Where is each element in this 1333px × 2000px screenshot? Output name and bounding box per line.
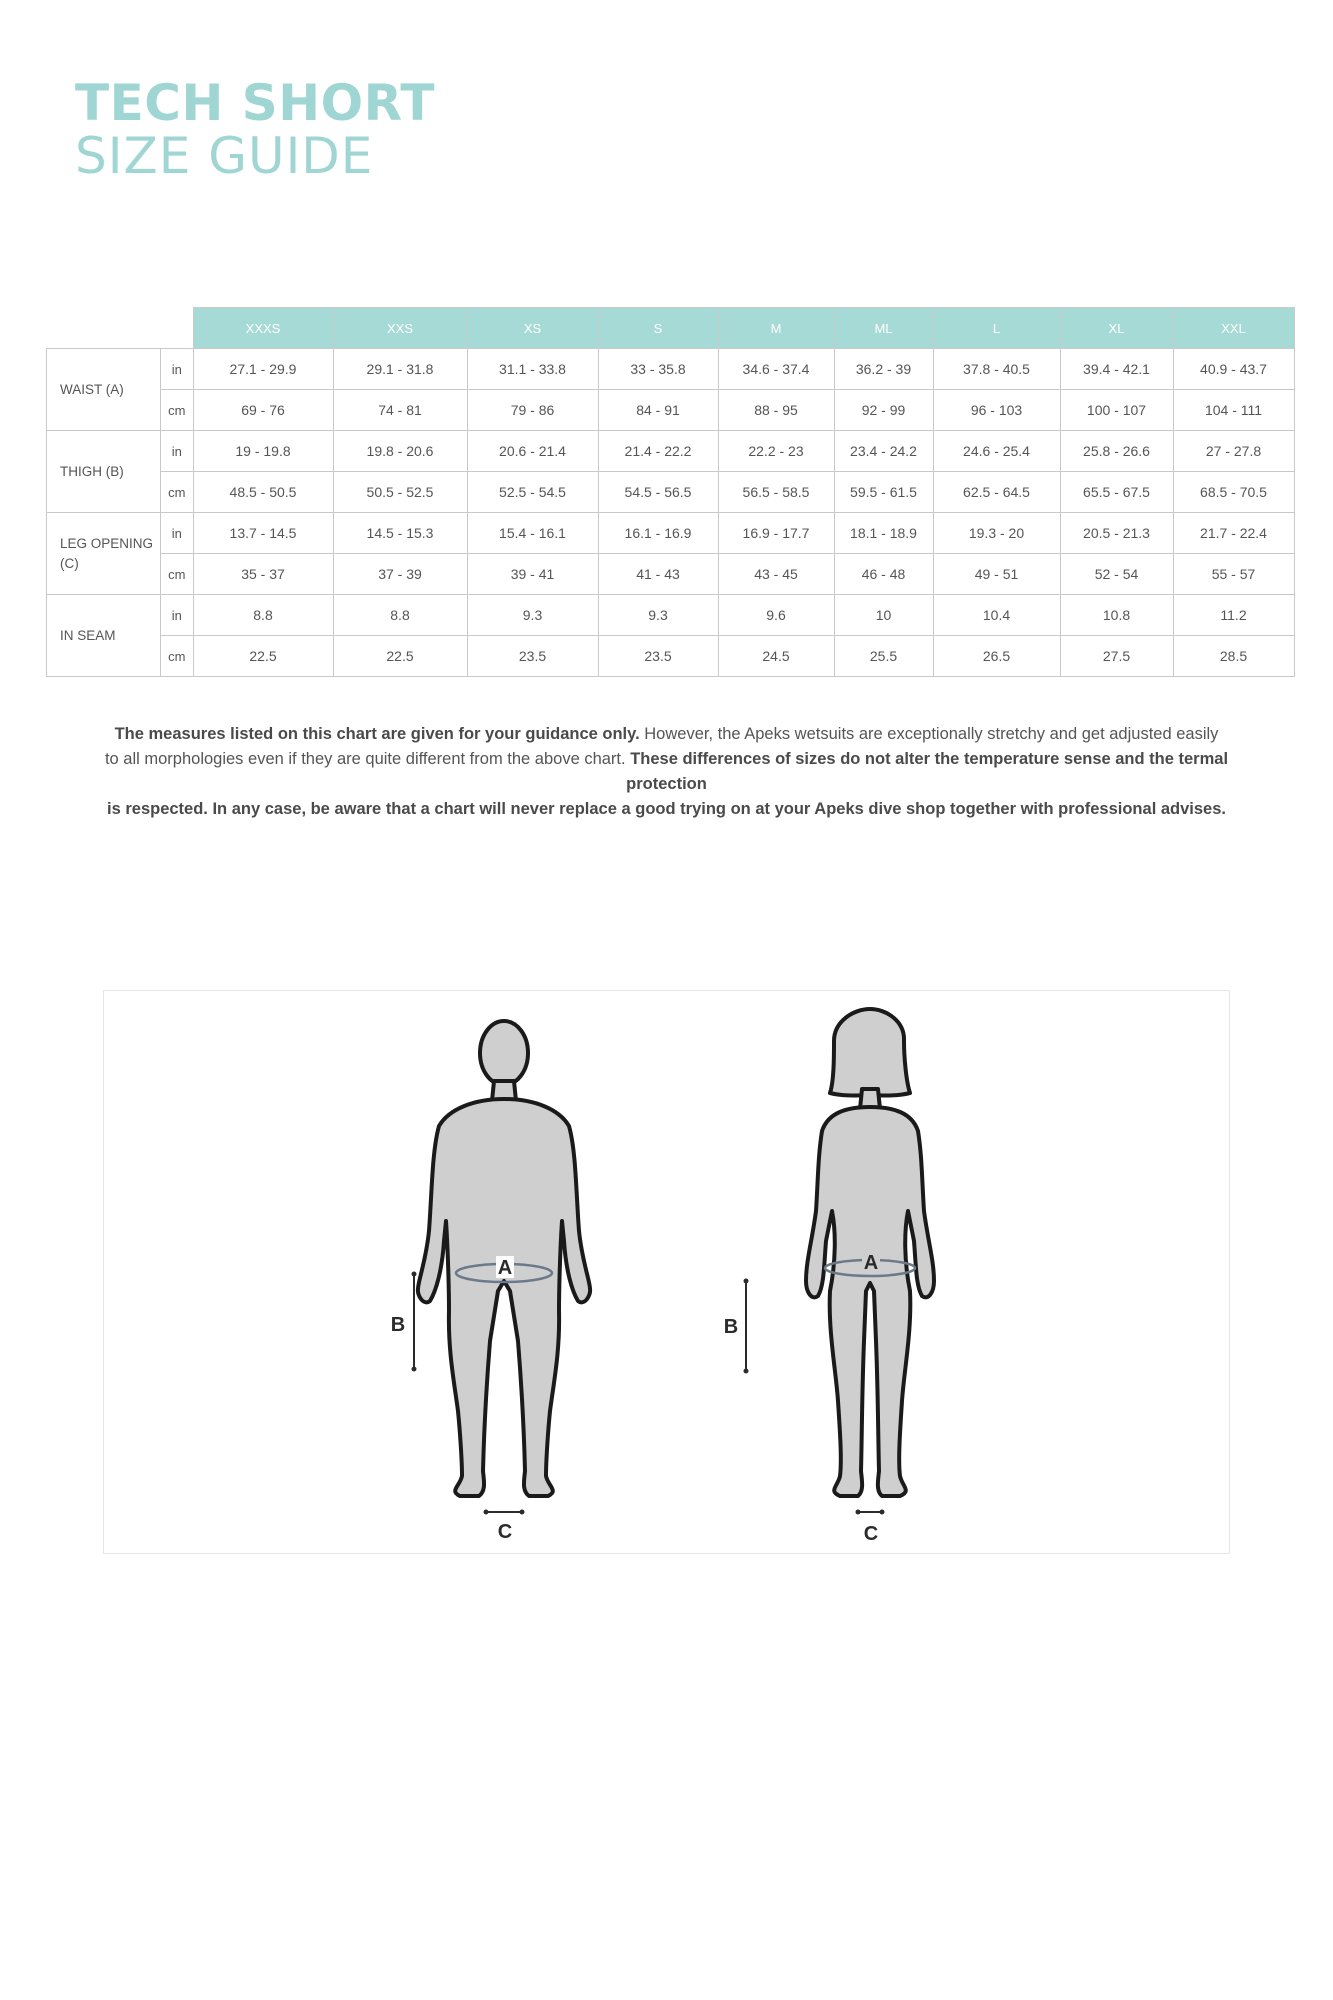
header-spacer-unit (161, 308, 194, 349)
measurement-label: THIGH (B) (47, 431, 161, 513)
size-value-cell: 62.5 - 64.5 (933, 472, 1060, 513)
size-value-cell: 31.1 - 33.8 (467, 349, 598, 390)
label-b-female: B (723, 1316, 739, 1338)
label-a-female: A (863, 1252, 879, 1274)
size-value-cell: 40.9 - 43.7 (1173, 349, 1294, 390)
size-value-cell: 9.3 (598, 595, 718, 636)
size-value-cell: 18.1 - 18.9 (834, 513, 933, 554)
size-value-cell: 56.5 - 58.5 (718, 472, 834, 513)
size-value-cell: 9.6 (718, 595, 834, 636)
size-value-cell: 24.6 - 25.4 (933, 431, 1060, 472)
size-value-cell: 26.5 (933, 636, 1060, 677)
size-value-cell: 8.8 (193, 595, 333, 636)
size-value-cell: 23.5 (467, 636, 598, 677)
size-value-cell: 39 - 41 (467, 554, 598, 595)
size-value-cell: 10.8 (1060, 595, 1173, 636)
size-value-cell: 24.5 (718, 636, 834, 677)
size-value-cell: 23.4 - 24.2 (834, 431, 933, 472)
size-value-cell: 49 - 51 (933, 554, 1060, 595)
label-b-male: B (390, 1314, 406, 1336)
size-value-cell: 74 - 81 (333, 390, 467, 431)
unit-label: cm (161, 390, 194, 431)
size-header-l: L (933, 308, 1060, 349)
size-value-cell: 25.8 - 26.6 (1060, 431, 1173, 472)
size-value-cell: 8.8 (333, 595, 467, 636)
size-value-cell: 54.5 - 56.5 (598, 472, 718, 513)
unit-label: cm (161, 636, 194, 677)
size-value-cell: 104 - 111 (1173, 390, 1294, 431)
size-value-cell: 52 - 54 (1060, 554, 1173, 595)
size-value-cell: 46 - 48 (834, 554, 933, 595)
size-value-cell: 59.5 - 61.5 (834, 472, 933, 513)
size-header-row (47, 308, 1295, 349)
size-value-cell: 69 - 76 (193, 390, 333, 431)
table-row (47, 554, 1295, 595)
size-value-cell: 23.5 (598, 636, 718, 677)
size-value-cell: 88 - 95 (718, 390, 834, 431)
label-c-male: C (497, 1521, 513, 1543)
size-value-cell: 14.5 - 15.3 (333, 513, 467, 554)
size-header-xl: XL (1060, 308, 1173, 349)
unit-label: in (161, 431, 194, 472)
size-value-cell: 19 - 19.8 (193, 431, 333, 472)
size-value-cell: 10 (834, 595, 933, 636)
page-title (75, 74, 435, 185)
size-value-cell: 52.5 - 54.5 (467, 472, 598, 513)
size-value-cell: 55 - 57 (1173, 554, 1294, 595)
table-row (47, 390, 1295, 431)
size-value-cell: 27.1 - 29.9 (193, 349, 333, 390)
note-text: to all morphologies even if they are quite different from the above chart. (104, 750, 626, 768)
size-value-cell: 27 - 27.8 (1173, 431, 1294, 472)
unit-label: in (161, 513, 194, 554)
measurement-label: LEG OPENING (C) (47, 513, 161, 595)
size-value-cell: 29.1 - 31.8 (333, 349, 467, 390)
table-row (47, 595, 1295, 636)
size-value-cell: 10.4 (933, 595, 1060, 636)
size-value-cell: 28.5 (1173, 636, 1294, 677)
measurement-label: WAIST (A) (47, 349, 161, 431)
unit-label: cm (161, 554, 194, 595)
label-a-male: A (497, 1257, 513, 1279)
note-emphasis: is respected. In any case, be aware that a chart will never replace a good trying on at your Apeks dive shop together with professional advises. (107, 800, 1226, 818)
size-value-cell: 34.6 - 37.4 (718, 349, 834, 390)
guidance-note (100, 722, 1233, 822)
table-row (47, 636, 1295, 677)
size-value-cell: 48.5 - 50.5 (193, 472, 333, 513)
size-value-cell: 27.5 (1060, 636, 1173, 677)
size-value-cell: 35 - 37 (193, 554, 333, 595)
size-value-cell: 33 - 35.8 (598, 349, 718, 390)
size-value-cell: 50.5 - 52.5 (333, 472, 467, 513)
size-value-cell: 84 - 91 (598, 390, 718, 431)
note-line-2 (100, 747, 1233, 797)
size-value-cell: 37 - 39 (333, 554, 467, 595)
unit-label: cm (161, 472, 194, 513)
size-value-cell: 19.3 - 20 (933, 513, 1060, 554)
body-diagram (104, 991, 1229, 1553)
size-value-cell: 37.8 - 40.5 (933, 349, 1060, 390)
size-header-xxs: XXS (333, 308, 467, 349)
label-c-female: C (863, 1523, 879, 1545)
note-line-3 (100, 797, 1233, 822)
size-value-cell: 39.4 - 42.1 (1060, 349, 1173, 390)
size-value-cell: 9.3 (467, 595, 598, 636)
title-subtitle: SIZE GUIDE (75, 127, 374, 185)
size-value-cell: 19.8 - 20.6 (333, 431, 467, 472)
size-value-cell: 43 - 45 (718, 554, 834, 595)
size-value-cell: 100 - 107 (1060, 390, 1173, 431)
table-row (47, 431, 1295, 472)
size-value-cell: 16.9 - 17.7 (718, 513, 834, 554)
unit-label: in (161, 349, 194, 390)
note-text: However, the Apeks wetsuits are exceptionally stretchy and get adjusted easily (639, 725, 1219, 743)
size-value-cell: 92 - 99 (834, 390, 933, 431)
size-value-cell: 20.6 - 21.4 (467, 431, 598, 472)
size-header-xs: XS (467, 308, 598, 349)
size-value-cell: 11.2 (1173, 595, 1294, 636)
note-emphasis: The measures listed on this chart are given for your guidance only. (114, 725, 640, 743)
table-row (47, 349, 1295, 390)
size-header-xxxs: XXXS (193, 308, 333, 349)
size-value-cell: 22.5 (333, 636, 467, 677)
size-value-cell: 20.5 - 21.3 (1060, 513, 1173, 554)
size-header-xxl: XXL (1173, 308, 1294, 349)
size-value-cell: 36.2 - 39 (834, 349, 933, 390)
size-value-cell: 21.7 - 22.4 (1173, 513, 1294, 554)
size-value-cell: 68.5 - 70.5 (1173, 472, 1294, 513)
size-value-cell: 13.7 - 14.5 (193, 513, 333, 554)
size-value-cell: 96 - 103 (933, 390, 1060, 431)
body-measurement-figure (103, 990, 1230, 1554)
size-value-cell: 22.2 - 23 (718, 431, 834, 472)
size-value-cell: 21.4 - 22.2 (598, 431, 718, 472)
title-product: TECH SHORT (75, 74, 435, 132)
size-header-s: S (598, 308, 718, 349)
note-emphasis: These differences of sizes do not alter the temperature sense and the termal protection (625, 750, 1229, 793)
size-value-cell: 16.1 - 16.9 (598, 513, 718, 554)
size-header-m: M (718, 308, 834, 349)
size-value-cell: 25.5 (834, 636, 933, 677)
unit-label: in (161, 595, 194, 636)
size-value-cell: 15.4 - 16.1 (467, 513, 598, 554)
size-value-cell: 79 - 86 (467, 390, 598, 431)
table-row (47, 472, 1295, 513)
size-value-cell: 22.5 (193, 636, 333, 677)
size-value-cell: 41 - 43 (598, 554, 718, 595)
size-value-cell: 65.5 - 67.5 (1060, 472, 1173, 513)
size-header-ml: ML (834, 308, 933, 349)
header-spacer (47, 308, 161, 349)
note-line-1 (100, 722, 1233, 747)
measurement-label: IN SEAM (47, 595, 161, 677)
table-row (47, 513, 1295, 554)
size-chart-table (46, 307, 1295, 677)
